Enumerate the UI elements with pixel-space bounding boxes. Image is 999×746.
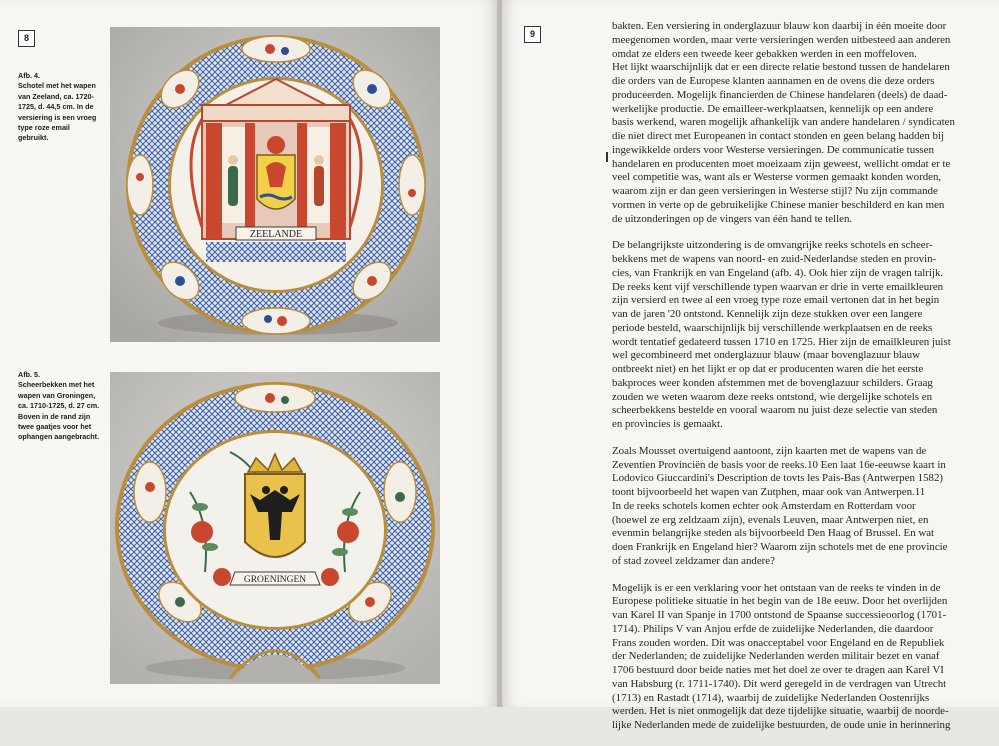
text-line: bakten. Een versiering in onderglazuur blauw kon daarbij in één moeite door <box>612 20 947 32</box>
text-line: bekkens met de wapens van noord- en zuid-Nederlandse steden en provin- <box>612 253 937 265</box>
text-line: bakproces weer konden afstemmen met de bovenglazuur schilders. Graag <box>612 376 933 389</box>
text-line: lijke Nederlanden mede de zuidelijke bestuurden, de oude unie in herinnering <box>612 719 951 731</box>
page-number-left: 8 <box>18 30 35 47</box>
text-line: De belangrijkste uitzondering is de omvangrijke reeks schotels en scheer- <box>612 239 933 252</box>
text-line: omdat ze elders een tweede keer gebakken werden in een moffeloven. <box>612 47 917 60</box>
caption-line: wapen van Groningen, <box>18 390 96 400</box>
caption-label: Afb. 4. <box>18 71 40 80</box>
text-line: wel gecombineerd met onderglazuur blauw (maar bovenglazuur blauw <box>612 349 920 362</box>
caption-line: 1725, d. 44,5 cm. In de <box>18 102 94 112</box>
caption-line: Boven in de rand zijn <box>18 411 91 421</box>
text-line: De reeks kent vijf verschillende typen waarvan er drie in verte emailkleuren <box>612 280 944 293</box>
text-line: (hoewel ze erg zeldzaam zijn), evenals Leuven, maar Antwerpen niet, en <box>612 513 929 526</box>
text-line: 1714). Philips V van Anjou erfde de zuidelijke Nederlanden, die daardoor <box>612 622 934 635</box>
photo-zeeland-dish <box>110 27 440 342</box>
caption-label: Afb. 5. <box>18 370 40 379</box>
plate-inscription-groningen: GROENINGEN <box>243 575 307 585</box>
text-line: die niet direct met Europeanen in contact stonden en geen belang hadden bij <box>612 130 945 142</box>
text-line: toont bijvoorbeeld het wapen van Zutphen, maar ook van Antwerpen.11 <box>612 486 926 498</box>
text-line: Europese politieke situatie in het begin van de 18e eeuw. Door het overlijden <box>612 595 948 608</box>
caption-line: versiering is een vroeg <box>18 112 97 122</box>
text-line: handelaren en producenten moet moeizaam zijn geweest, wellicht omdat er te <box>612 157 951 170</box>
text-line: werkelijke productie. De emailleer-werkplaatsen, kennelijk op een andere <box>612 102 934 115</box>
text-line: cies, van Frankrijk en van Engeland (afb. 4). Ook hier zijn de vragen talrijk. <box>612 266 944 279</box>
page-number-right: 9 <box>524 26 541 43</box>
text-line: van Karel II van Spanje in 1700 ontstond de Spaanse successieoorlog (1701- <box>612 609 947 621</box>
caption-line: Schotel met het wapen <box>18 81 96 91</box>
plate-inscription-zeeland: ZEELANDE <box>249 229 303 240</box>
text-line: Zoals Mousset overtuigend aantoont, zijn kaarten met de wapens van de <box>612 444 927 457</box>
text-line: periode besteld, waarschijnlijk bij verschillende werkplaatsen en de reeks <box>612 321 933 334</box>
caption-line: twee gaatjes voor het <box>18 422 92 432</box>
text-line: Mogelijk is er een verklaring voor het ontstaan van de reeks te vinden in de <box>612 581 941 594</box>
paragraph <box>612 20 955 226</box>
caption-line: type roze email gebruikt. <box>18 123 70 143</box>
text-line: produceerden. Mogelijk financierden de Chinese handelaren (deels) de daad- <box>612 88 948 101</box>
text-line: vormen in verte op de gebruikelijke Chinese manier beschilderd en kan men <box>612 198 945 211</box>
caption-line: Scheerbekken met het <box>18 380 95 390</box>
text-line: werden. Het is niet onmogelijk dat deze tijdelijke situatie, waarbij de noorde- <box>612 705 949 718</box>
caption-line: ca. 1710-1725, d. 27 cm. <box>18 401 100 411</box>
text-line: evenmin belangrijke steden als bijvoorbeeld Den Haag of Brussel. En wat <box>612 527 935 540</box>
caption-figure-4 <box>18 71 102 144</box>
text-line: Lodovico Giuccardini's Description de tovts les Pais-Bas (Antwerpen 1582) <box>612 472 944 485</box>
text-line: der Nederlanden; de zuidelijke Nederlanden werden militair bezet en vanaf <box>612 650 940 663</box>
caption-line: van Zeeland, ca. 1720- <box>18 91 94 101</box>
left-page <box>0 0 497 707</box>
text-line: wordt tentatief gedateerd tussen 1710 en 1725. Hier zijn de emailkleuren juist <box>612 335 951 348</box>
text-line: veel competitie was, want als er Westerse vormen gemaakt konden worden, <box>612 171 942 184</box>
text-line: van Habsburg (r. 1711-1740). Dit werd geregeld in de verdragen van Utrecht <box>612 677 947 690</box>
text-line: In de reeks schotels komen echter ook Amsterdam en Rotterdam voor <box>612 499 916 512</box>
text-line: of stad zoveel zeldzamer dan andere? <box>612 554 775 567</box>
text-line: Het lijkt waarschijnlijk dat er een directe relatie bestond tussen de handelaren <box>612 61 950 74</box>
paragraph <box>612 239 951 432</box>
text-line: Frans zouden worden. Dit was onacceptabel voor Engeland en de Republiek <box>612 636 945 649</box>
text-line: en provincies is gemaakt. <box>612 418 723 430</box>
text-line: waarom zijn er dan geen versieringen in Westerse stijl? Nu zijn commande <box>612 185 938 197</box>
caption-line: ophangen aangebracht. <box>18 432 100 442</box>
text-line: zouden we weten waarom deze reeks ontstond, wie dergelijke schotels en <box>612 390 933 403</box>
text-line: basis werkend, waren mogelijk afhankelijk van andere handelaren / syndicaten <box>612 116 955 129</box>
text-line: Zeventien Provinciën de basis voor de reeks.10 Een laat 16e-eeuwse kaart in <box>612 458 946 471</box>
paragraph <box>612 444 948 569</box>
text-line: 1706 bestuurd door beide naties met het doel ze over te dragen aan Karel VI <box>612 664 944 676</box>
text-line: ingewikkelde orders voor Westerse versieringen. De communicatie tussen <box>612 143 934 156</box>
text-line: scheerbekkens bestelde en vooral waarom nu juist deze selectie van steden <box>612 404 938 417</box>
body-text <box>612 20 955 746</box>
caption-figure-5 <box>18 370 102 443</box>
text-line: doen Frankrijk en Engeland hier? Waarom zijn schotels met de ene provincie <box>612 541 948 553</box>
text-line: de uitzonderingen op de vingers van één hand te tellen. <box>612 212 853 225</box>
text-line: (1713) en Rastadt (1714), waarbij de zuidelijke Nederlanden Oostenrijks <box>612 691 930 704</box>
text-line: van de jaren '20 ontstond. Kennelijk zijn deze stukken over een langere <box>612 308 923 320</box>
text-line: ontbreekt niet) en het lijkt er op dat er producenten waren die het eerste <box>612 363 924 375</box>
margin-mark <box>606 152 608 162</box>
text-line: meegenomen worden, maar verte versieringen werden uitbesteed aan anderen <box>612 33 951 46</box>
paragraph <box>612 581 951 733</box>
photo-groningen-bowl <box>110 372 440 684</box>
text-line: zijn versierd en twee al een vroeg type roze email vertonen dat in het begin <box>612 294 940 307</box>
text-line: die orders van de Europese klanten aannamen en de ovens die deze orders <box>612 75 935 87</box>
